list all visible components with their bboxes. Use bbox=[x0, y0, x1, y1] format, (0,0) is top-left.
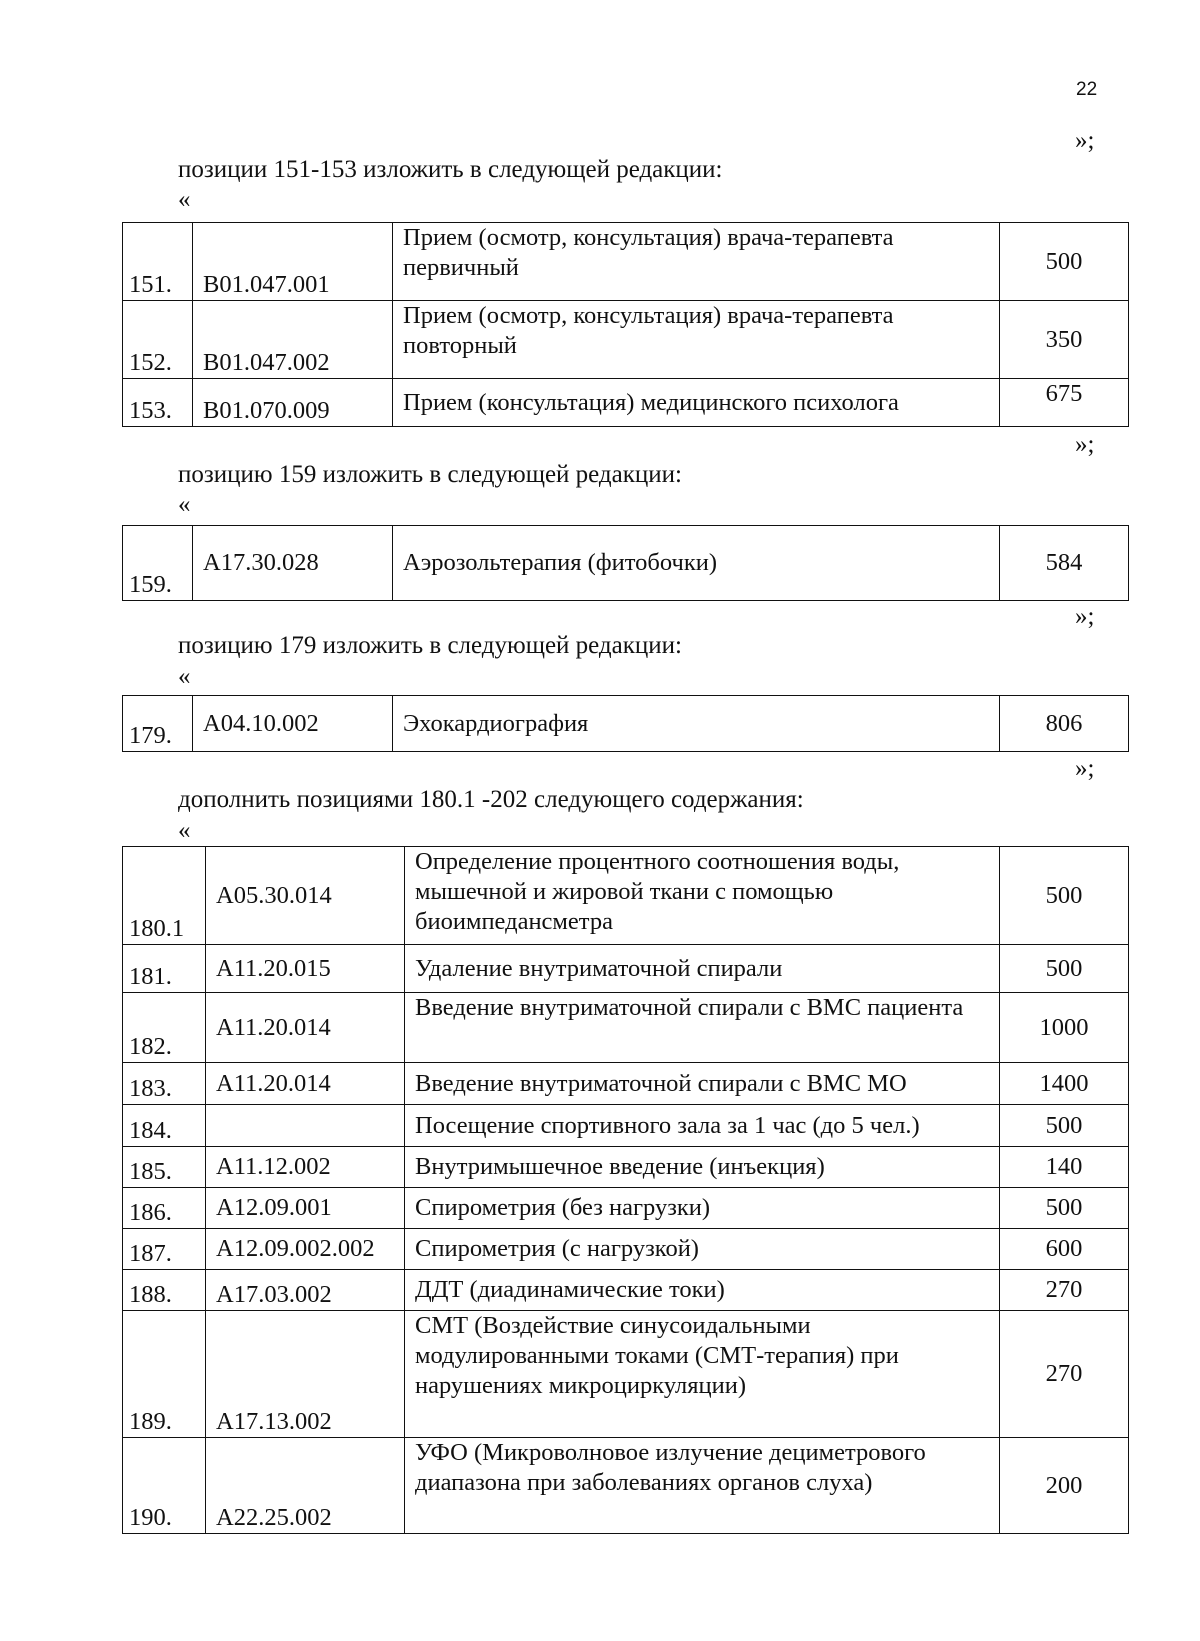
table-row bbox=[123, 379, 1129, 427]
service-code: A04.10.002 bbox=[193, 696, 393, 752]
positions-table-151-153 bbox=[122, 222, 1129, 427]
service-description: Определение процентного соотношения воды, мышечной и жировой ткани с помощью биоимпедансметра bbox=[405, 847, 1000, 945]
service-code: A11.20.015 bbox=[206, 945, 405, 993]
service-description: Внутримышечное введение (инъекция) bbox=[405, 1147, 1000, 1188]
row-number: 159. bbox=[123, 526, 193, 601]
service-description: Спирометрия (без нагрузки) bbox=[405, 1188, 1000, 1229]
service-code: A22.25.002 bbox=[206, 1438, 405, 1534]
service-code: A12.09.001 bbox=[206, 1188, 405, 1229]
service-code: A12.09.002.002 bbox=[206, 1229, 405, 1270]
table-row bbox=[123, 1063, 1129, 1105]
service-code: B01.047.002 bbox=[193, 301, 393, 379]
row-number: 152. bbox=[123, 301, 193, 379]
service-price: 200 bbox=[1000, 1438, 1129, 1534]
service-price: 500 bbox=[1000, 1105, 1129, 1147]
table-row bbox=[123, 1270, 1129, 1311]
section-heading: позицию 159 изложить в следующей редакции: bbox=[178, 461, 682, 488]
row-number: 151. bbox=[123, 223, 193, 301]
closing-quote: »; bbox=[1075, 755, 1095, 782]
service-price: 270 bbox=[1000, 1311, 1129, 1438]
service-code: A17.30.028 bbox=[193, 526, 393, 601]
service-price: 1400 bbox=[1000, 1063, 1129, 1105]
service-description: Спирометрия (с нагрузкой) bbox=[405, 1229, 1000, 1270]
service-description: Прием (осмотр, консультация) врача-терапевта первичный bbox=[393, 223, 1000, 301]
row-number: 190. bbox=[123, 1438, 206, 1534]
table-row bbox=[123, 847, 1129, 945]
closing-quote: »; bbox=[1075, 127, 1095, 154]
service-price: 584 bbox=[1000, 526, 1129, 601]
section-heading: позиции 151-153 изложить в следующей редакции: bbox=[178, 156, 723, 183]
service-code: A11.20.014 bbox=[206, 1063, 405, 1105]
table-row bbox=[123, 1438, 1129, 1534]
row-number: 181. bbox=[123, 945, 206, 993]
service-description: ДДТ (диадинамические токи) bbox=[405, 1270, 1000, 1311]
service-price: 500 bbox=[1000, 847, 1129, 945]
row-number: 188. bbox=[123, 1270, 206, 1311]
table-row bbox=[123, 696, 1129, 752]
service-description: Прием (осмотр, консультация) врача-терапевта повторный bbox=[393, 301, 1000, 379]
service-description: Удаление внутриматочной спирали bbox=[405, 945, 1000, 993]
table-row bbox=[123, 223, 1129, 301]
table-row bbox=[123, 301, 1129, 379]
service-price: 806 bbox=[1000, 696, 1129, 752]
service-code: A11.12.002 bbox=[206, 1147, 405, 1188]
row-number: 189. bbox=[123, 1311, 206, 1438]
service-price: 350 bbox=[1000, 301, 1129, 379]
row-number: 183. bbox=[123, 1063, 206, 1105]
service-code: A05.30.014 bbox=[206, 847, 405, 945]
section-heading: позицию 179 изложить в следующей редакции: bbox=[178, 632, 682, 659]
service-price: 500 bbox=[1000, 1188, 1129, 1229]
service-code bbox=[206, 1105, 405, 1147]
service-price: 500 bbox=[1000, 945, 1129, 993]
opening-quote: « bbox=[178, 186, 191, 213]
page-number: 22 bbox=[1076, 79, 1098, 100]
service-price: 1000 bbox=[1000, 993, 1129, 1063]
row-number: 153. bbox=[123, 379, 193, 427]
table-row bbox=[123, 1311, 1129, 1438]
service-price: 500 bbox=[1000, 223, 1129, 301]
service-price: 270 bbox=[1000, 1270, 1129, 1311]
service-price: 675 bbox=[1000, 379, 1129, 427]
service-code: A17.13.002 bbox=[206, 1311, 405, 1438]
closing-quote: »; bbox=[1075, 431, 1095, 458]
opening-quote: « bbox=[178, 663, 191, 690]
service-description: Прием (консультация) медицинского психолога bbox=[393, 379, 1000, 427]
service-description: УФО (Микроволновое излучение дециметрового диапазона при заболеваниях органов слуха) bbox=[405, 1438, 1000, 1534]
section-heading: дополнить позициями 180.1 -202 следующего содержания: bbox=[178, 786, 804, 813]
table-row bbox=[123, 1229, 1129, 1270]
row-number: 179. bbox=[123, 696, 193, 752]
row-number: 186. bbox=[123, 1188, 206, 1229]
table-row bbox=[123, 1105, 1129, 1147]
service-description: Аэрозольтерапия (фитобочки) bbox=[393, 526, 1000, 601]
row-number: 184. bbox=[123, 1105, 206, 1147]
opening-quote: « bbox=[178, 491, 191, 518]
table-row bbox=[123, 993, 1129, 1063]
row-number: 182. bbox=[123, 993, 206, 1063]
table-row bbox=[123, 526, 1129, 601]
service-description: СМТ (Воздействие синусоидальными модулированными токами (СМТ-терапия) при нарушениях микроциркуляции) bbox=[405, 1311, 1000, 1438]
service-description: Эхокардиография bbox=[393, 696, 1000, 752]
table-row bbox=[123, 1188, 1129, 1229]
service-price: 600 bbox=[1000, 1229, 1129, 1270]
closing-quote: »; bbox=[1075, 603, 1095, 630]
service-price: 140 bbox=[1000, 1147, 1129, 1188]
table-row bbox=[123, 1147, 1129, 1188]
service-code: B01.047.001 bbox=[193, 223, 393, 301]
positions-table-180-202 bbox=[122, 846, 1129, 1534]
service-description: Введение внутриматочной спирали с ВМС пациента bbox=[405, 993, 1000, 1063]
positions-table-159 bbox=[122, 525, 1129, 601]
service-code: A17.03.002 bbox=[206, 1270, 405, 1311]
service-description: Введение внутриматочной спирали с ВМС МО bbox=[405, 1063, 1000, 1105]
table-row bbox=[123, 945, 1129, 993]
service-code: A11.20.014 bbox=[206, 993, 405, 1063]
service-code: B01.070.009 bbox=[193, 379, 393, 427]
opening-quote: « bbox=[178, 817, 191, 844]
positions-table-179 bbox=[122, 695, 1129, 752]
row-number: 180.1 bbox=[123, 847, 206, 945]
row-number: 187. bbox=[123, 1229, 206, 1270]
row-number: 185. bbox=[123, 1147, 206, 1188]
service-description: Посещение спортивного зала за 1 час (до 5 чел.) bbox=[405, 1105, 1000, 1147]
